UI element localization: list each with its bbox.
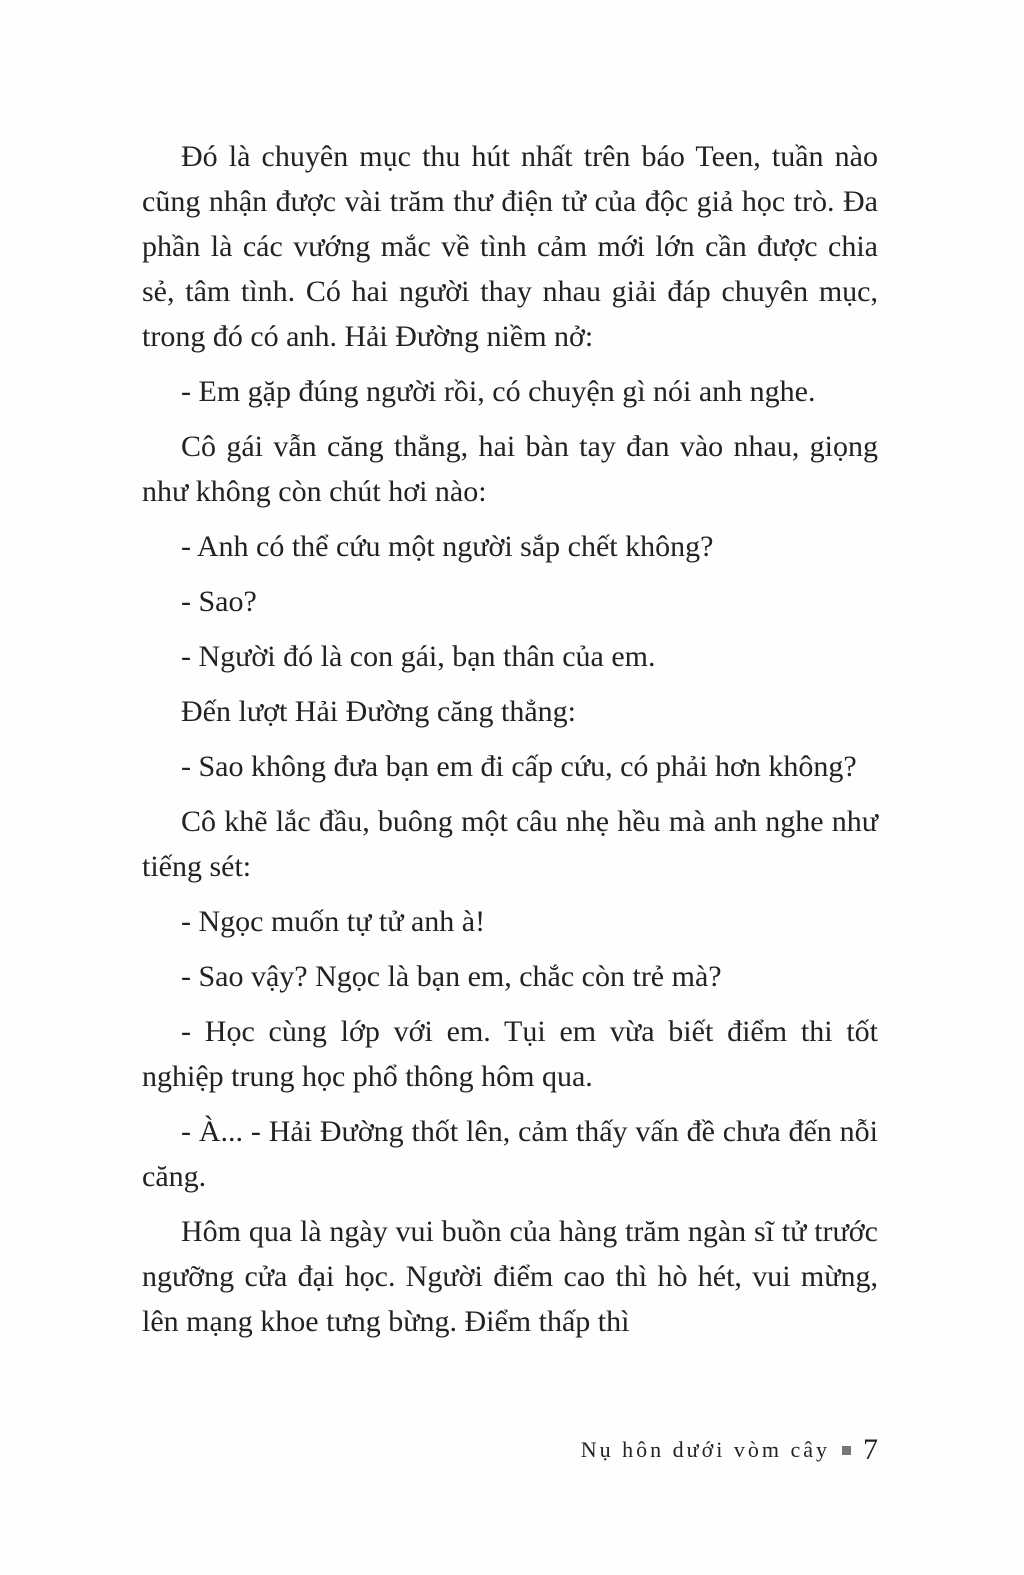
paragraph: Đó là chuyên mục thu hút nhất trên báo Teen, tuần nào cũng nhận được vài trăm thư điện tử của độc giả học trò. Đa phần là các vướng mắc về tình cảm mới lớn cần được chia sẻ, tâm tình. Có hai người thay nhau giải đáp chuyên mục, trong đó có anh. Hải Đường niềm nở: [142,140,878,353]
paragraph: - Sao? [181,585,257,618]
paragraph: - Sao không đưa bạn em đi cấp cứu, có phải hơn không? [181,750,857,783]
paragraph: Cô khẽ lắc đầu, buông một câu nhẹ hều mà anh nghe như tiếng sét: [142,805,878,883]
paragraph: - Sao vậy? Ngọc là bạn em, chắc còn trẻ mà? [181,960,722,993]
running-title: Nụ hôn dưới vòm cây [580,1437,830,1462]
paragraph: - Người đó là con gái, bạn thân của em. [181,640,656,673]
body-text [142,134,878,1354]
page-footer [581,1430,878,1470]
paragraph: - Em gặp đúng người rồi, có chuyện gì nói anh nghe. [181,375,816,408]
paragraph: Đến lượt Hải Đường căng thẳng: [181,695,576,728]
paragraph: Hôm qua là ngày vui buồn của hàng trăm ngàn sĩ tử trước ngưỡng cửa đại học. Người điểm cao thì hò hét, vui mừng, lên mạng khoe tưng bừng. Điểm thấp thì [142,1215,878,1338]
paragraph: - Học cùng lớp với em. Tụi em vừa biết điểm thi tốt nghiệp trung học phổ thông hôm qua. [142,1015,878,1093]
paragraph: Cô gái vẫn căng thẳng, hai bàn tay đan vào nhau, giọng như không còn chút hơi nào: [142,430,878,508]
paragraph: - Anh có thể cứu một người sắp chết không? [181,530,714,563]
page-number: 7 [863,1433,878,1466]
paragraph: - À... - Hải Đường thốt lên, cảm thấy vấn đề chưa đến nỗi căng. [142,1115,878,1193]
separator-square-icon [842,1446,851,1455]
paragraph: - Ngọc muốn tự tử anh à! [181,905,486,938]
